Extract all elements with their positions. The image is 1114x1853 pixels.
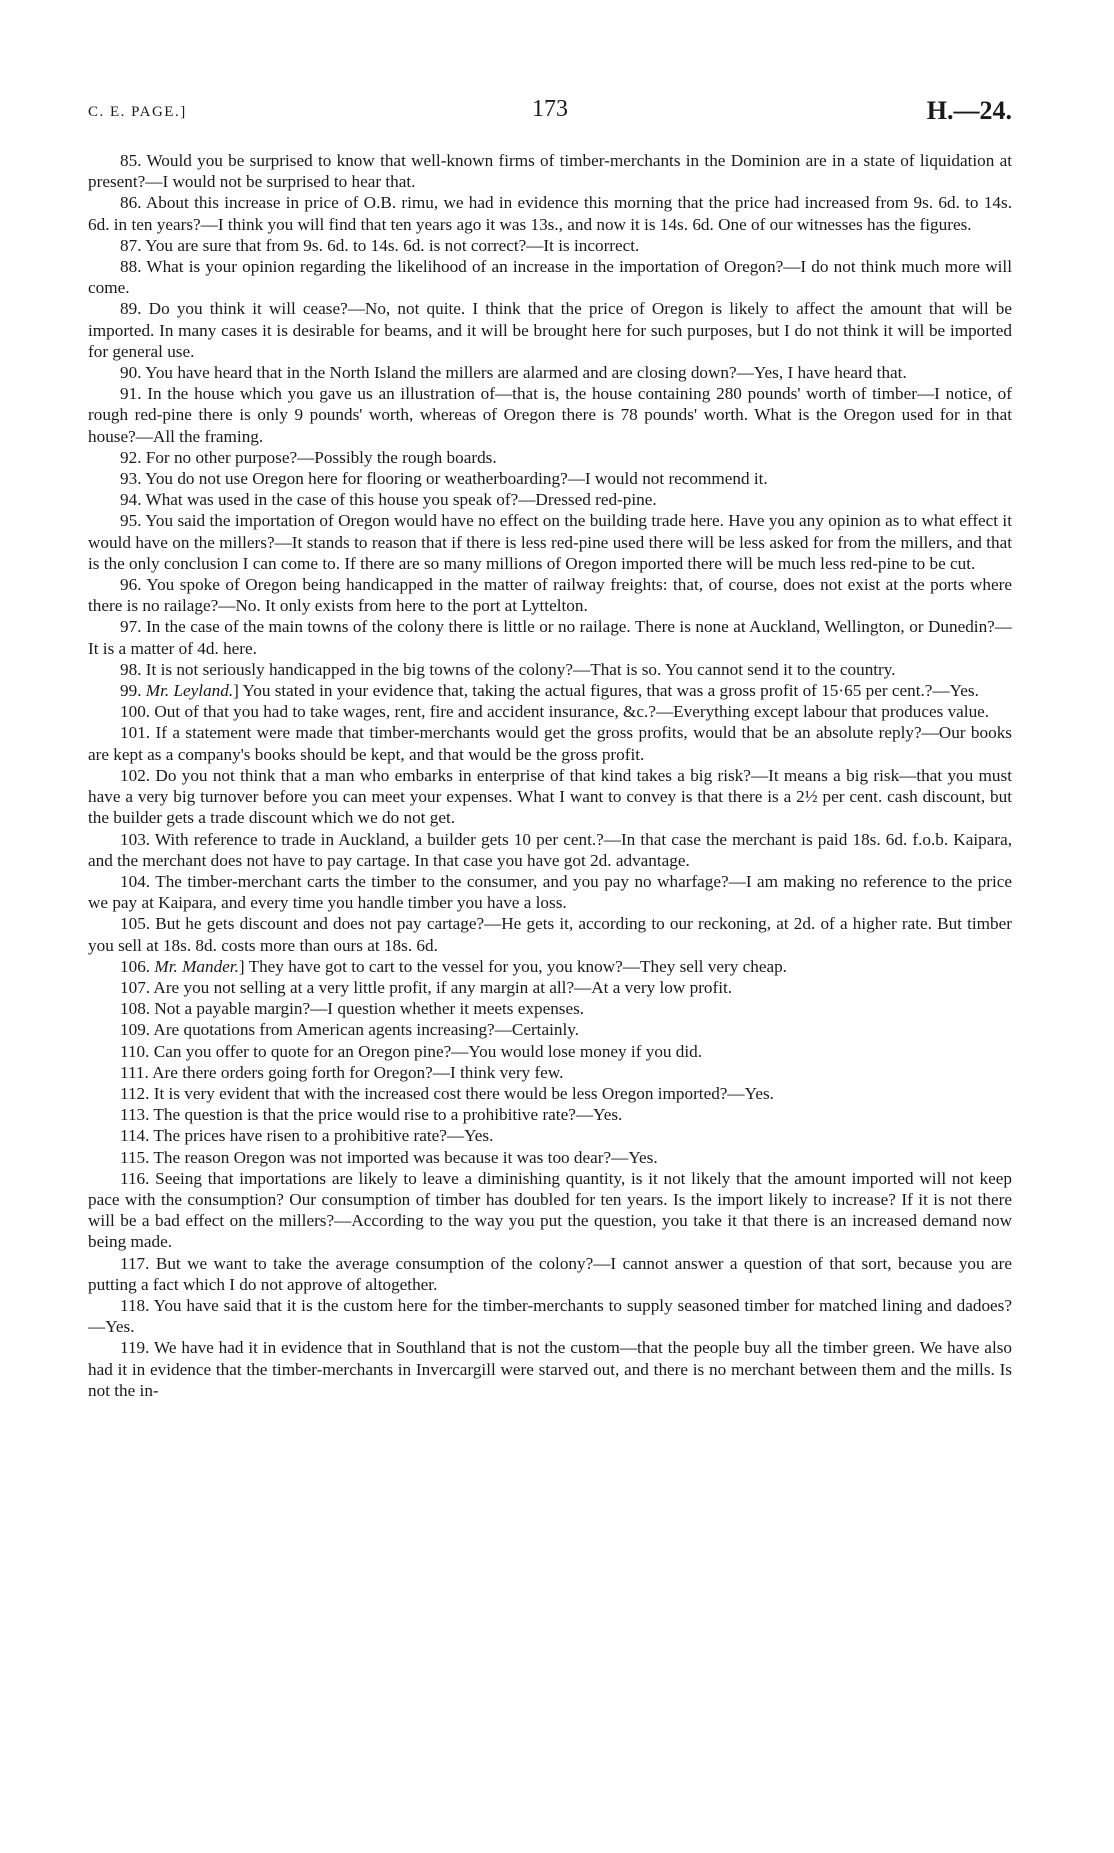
paragraph: 91. In the house which you gave us an illustration of—that is, the house containing 280 pounds' worth of timber—I notice, of rough red-pine there is only 9 pounds' worth, whereas of Oregon there is 78 pounds' worth. What is the Oregon used for in that house?—All the framing. [88, 384, 1012, 446]
paragraph-text: ] They have got to cart to the vessel for you, you know?—They sell very cheap. [238, 956, 787, 976]
document-reference: H.—24. [926, 96, 1012, 125]
paragraph: 96. You spoke of Oregon being handicapped in the matter of railway freights: that, of course, does not exist at the ports where there is no railage?—No. It only exists from here to the port at Lyttelton. [88, 575, 1012, 616]
paragraph: 119. We have had it in evidence that in Southland that is not the custom—that the people buy all the timber green. We have also had it in evidence that the timber-merchants in Invercargill were starved out, and there is no merchant between them and the mills. Is not the in- [88, 1338, 1012, 1400]
paragraph: 109. Are quotations from American agents increasing?—Certainly. [120, 1020, 579, 1040]
paragraph: 98. It is not seriously handicapped in the big towns of the colony?—That is so. You cannot send it to the country. [120, 659, 896, 679]
paragraph-text: ] You stated in your evidence that, taking the actual figures, that was a gross profit of 15·65 per cent.?—Yes. [233, 681, 979, 701]
paragraph: 108. Not a payable margin?—I question whether it meets expenses. [120, 999, 585, 1019]
paragraph [88, 680, 1012, 701]
paragraph: 89. Do you think it will cease?—No, not quite. I think that the price of Oregon is likely to affect the amount that will be imported. In many cases it is desirable for beams, and it will be brought here for such purposes, but I do not think it will be imported for general use. [88, 299, 1012, 361]
paragraph: 87. You are sure that from 9s. 6d. to 14s. 6d. is not correct?—It is incorrect. [120, 235, 640, 255]
question-number: 99. [120, 681, 146, 701]
speaker-name: Mr. Leyland. [145, 681, 234, 701]
paragraph: 94. What was used in the case of this house you speak of?—Dressed red-pine. [120, 490, 657, 510]
paragraph: 95. You said the importation of Oregon would have no effect on the building trade here. Have you any opinion as to what effect it would have on the millers?—It stands to reason that if there is less red-pine used there will be less asked for from the millers, and that is the only conclusion I can come to. If there are so many millions of Oregon imported there will be much less red-pine to be cut. [88, 511, 1012, 573]
paragraph: 88. What is your opinion regarding the likelihood of an increase in the importation of Oregon?—I do not think much more will come. [88, 257, 1012, 298]
paragraph: 111. Are there orders going forth for Oregon?—I think very few. [120, 1062, 564, 1082]
paragraph: 92. For no other purpose?—Possibly the rough boards. [120, 447, 497, 467]
evidence-body [88, 150, 1012, 1401]
paragraph: 110. Can you offer to quote for an Oregon pine?—You would lose money if you did. [120, 1041, 703, 1061]
paragraph: 100. Out of that you had to take wages, rent, fire and accident insurance, &c.?—Everything except labour that produces value. [120, 702, 990, 722]
paragraph: 103. With reference to trade in Auckland, a builder gets 10 per cent.?—In that case the merchant is paid 18s. 6d. f.o.b. Kaipara, and the merchant does not have to pay cartage. In that case you have got 2d. advantage. [88, 829, 1012, 870]
paragraph: 113. The question is that the price would rise to a prohibitive rate?—Yes. [120, 1105, 623, 1125]
paragraph: 118. You have said that it is the custom here for the timber-merchants to supply seasoned timber for matched lining and dadoes?—Yes. [88, 1295, 1012, 1337]
paragraph: 90. You have heard that in the North Island the millers are alarmed and are closing down?—Yes, I have heard that. [120, 363, 907, 383]
paragraph: 85. Would you be surprised to know that well-known firms of timber-merchants in the Dominion are in a state of liquidation at present?—I would not be surprised to hear that. [88, 151, 1012, 192]
paragraph: 97. In the case of the main towns of the colony there is little or no railage. There is none at Auckland, Wellington, or Dunedin?—It is a matter of 4d. here. [88, 617, 1012, 658]
question-number: 106. [120, 956, 155, 976]
page-header [88, 96, 1012, 136]
paragraph: 93. You do not use Oregon here for flooring or weatherboarding?—I would not recommend it. [120, 469, 768, 489]
speaker-name: Mr. Mander. [154, 956, 239, 976]
paragraph: 102. Do you not think that a man who embarks in enterprise of that kind takes a big risk?—It means a big risk—that you must have a very big turnover before you can meet your expenses. What I want to convey is that there is a 2½ per cent. cash discount, but the builder gets a trade discount which we do not get. [88, 765, 1012, 828]
paragraph: 116. Seeing that importations are likely to leave a diminishing quantity, is it not likely that the amount imported will not keep pace with the consumption? Our consumption of timber has doubled for ten years. Is the import likely to increase? If it is not there will be a bad effect on the millers?—According to the way you put the question, you take it that there is an increased demand now being made. [88, 1168, 1012, 1252]
paragraph: 104. The timber-merchant carts the timber to the consumer, and you pay no wharfage?—I am making no reference to the price we pay at Kaipara, and every time you handle timber you have a loss. [88, 871, 1012, 913]
paragraph: 112. It is very evident that with the increased cost there would be less Oregon imported?—Yes. [120, 1083, 774, 1103]
paragraph: 105. But he gets discount and does not pay cartage?—He gets it, according to our reckoning, at 2d. of a higher rate. But timber you sell at 18s. 8d. costs more than ours at 18s. 6d. [88, 914, 1012, 955]
witness-name: C. E. PAGE.] [88, 104, 187, 120]
paragraph: 107. Are you not selling at a very little profit, if any margin at all?—At a very low profit. [120, 977, 733, 997]
paragraph [88, 956, 1012, 977]
paragraph: 115. The reason Oregon was not imported was because it was too dear?—Yes. [120, 1147, 658, 1167]
page-number: 173 [532, 96, 568, 122]
paragraph: 86. About this increase in price of O.B. rimu, we had in evidence this morning that the price had increased from 9s. 6d. to 14s. 6d. in ten years?—I think you will find that ten years ago it was 13s., and now it is 14s. 6d. One of our witnesses has the figures. [88, 193, 1012, 234]
paragraph: 114. The prices have risen to a prohibitive rate?—Yes. [120, 1126, 494, 1146]
document-page [88, 96, 1012, 1401]
paragraph: 117. But we want to take the average consumption of the colony?—I cannot answer a question of that sort, because you are putting a fact which I do not approve of altogether. [88, 1253, 1012, 1294]
paragraph: 101. If a statement were made that timber-merchants would get the gross profits, would that be an absolute reply?—Our books are kept as a company's books should be kept, and that would be the gross profit. [88, 723, 1012, 764]
